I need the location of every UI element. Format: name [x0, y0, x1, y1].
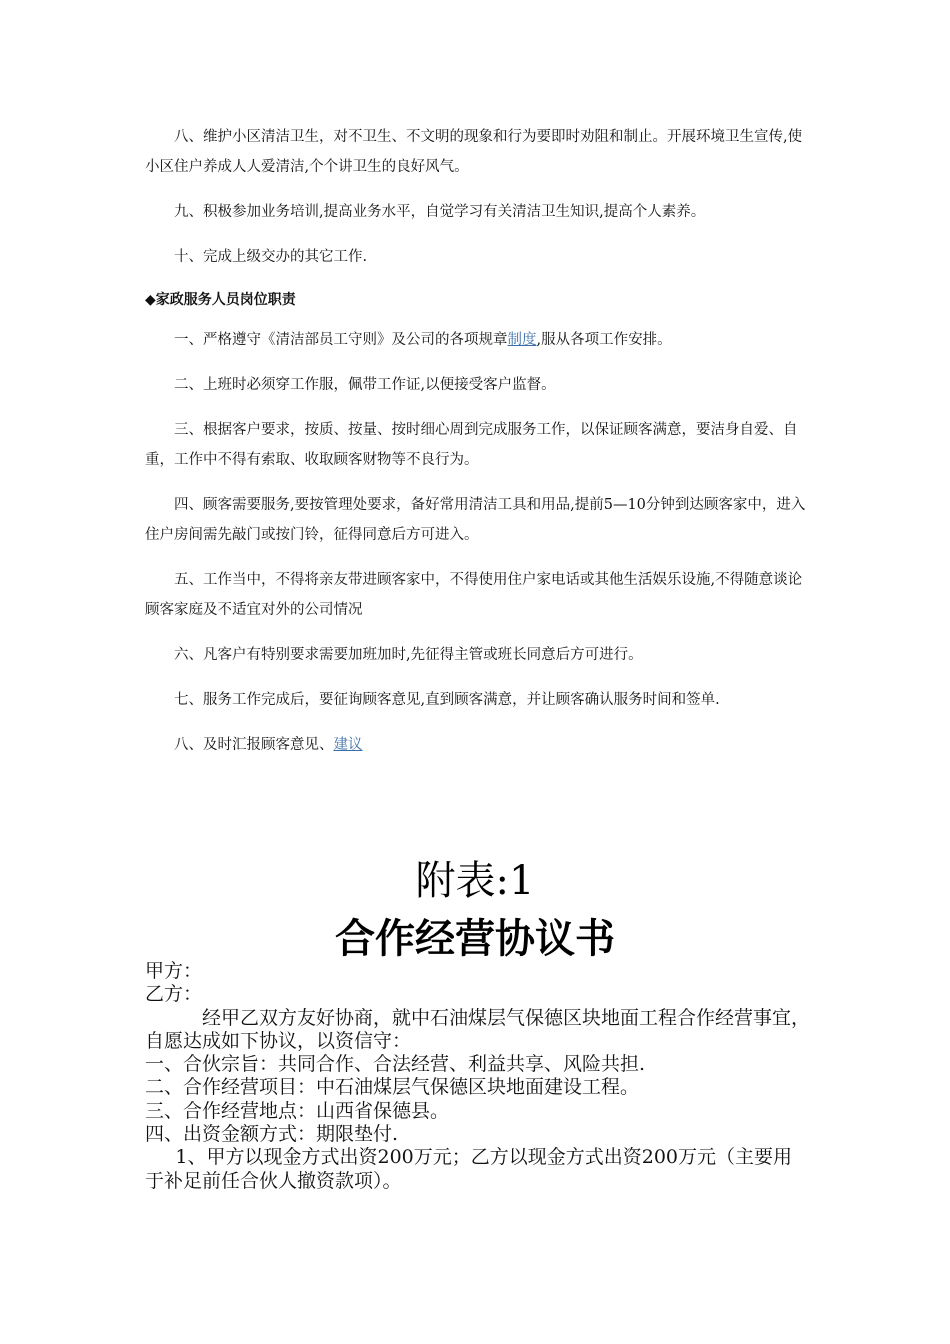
housekeeping-item-3: 三、根据客户要求，按质、按量、按时细心周到完成服务工作，以保证顾客满意，要洁身自爱、自重，工作中不得有索取、收取顾客财物等不良行为。 [145, 422, 798, 468]
housekeeping-item-7: 七、服务工作完成后，要征询顾客意见,直到顾客满意，并让顾客确认服务时间和签单. [174, 692, 720, 708]
housekeeping-item-1-text: 一、严格遵守《清洁部员工守则》及公司的各项规章 [174, 332, 508, 348]
party-a-line: 甲方： [145, 960, 203, 982]
section-heading-housekeeping: ◆家政服务人员岗位职责 [145, 292, 296, 308]
housekeeping-item-1-tail: ,服从各项工作安排。 [536, 332, 672, 348]
clause-4-1: 1、甲方以现金方式出资200万元；乙方以现金方式出资200万元（主要用于补足前任合伙人撤资款项）。 [145, 1146, 793, 1192]
housekeeping-item-6: 六、凡客户有特别要求需要加班加时,先征得主管或班长同意后方可进行。 [174, 647, 643, 663]
agreement-title: 合作经营协议书 [335, 915, 615, 962]
clause-4: 四、出资金额方式：期限垫付. [145, 1123, 399, 1146]
clause-3: 三、合作经营地点：山西省保德县。 [145, 1099, 450, 1122]
housekeeping-item-2: 二、上班时必须穿工作服，佩带工作证,以便接受客户监督。 [174, 377, 556, 393]
housekeeping-item-8 [145, 730, 815, 760]
link-suggestions[interactable]: 建议 [333, 737, 363, 753]
duty-item-10: 十、完成上级交办的其它工作. [174, 249, 368, 265]
agreement-intro: 经甲乙双方友好协商，就中石油煤层气保德区块地面工程合作经营事宜，自愿达成如下协议，以资信守： [145, 1006, 811, 1052]
housekeeping-item-4: 四、顾客需要服务,要按管理处要求，备好常用清洁工具和用品,提前5—10分钟到达顾客家中，进入住户房间需先敲门或按门铃，征得同意后方可进入。 [145, 497, 806, 543]
housekeeping-item-8-text: 八、及时汇报顾客意见、 [174, 737, 334, 753]
clause-2: 二、合作经营项目：中石油煤层气保德区块地面建设工程。 [145, 1076, 640, 1099]
agreement-body [145, 960, 810, 1193]
appendix-title: 附表:1 [415, 858, 535, 904]
clause-1: 一、合伙宗旨：共同合作、合法经营、利益共享、风险共担. [145, 1053, 646, 1076]
link-regulations[interactable]: 制度 [507, 332, 537, 348]
duty-item-9: 九、积极参加业务培训,提高业务水平，自觉学习有关清洁卫生知识,提高个人素养。 [174, 204, 706, 220]
party-b-line: 乙方： [145, 983, 203, 1006]
title-block [145, 852, 805, 968]
housekeeping-item-1 [145, 325, 815, 355]
duties-section [145, 122, 815, 775]
housekeeping-item-5: 五、工作当中，不得将亲友带进顾客家中，不得使用住户家电话或其他生活娱乐设施,不得随意谈论顾客家庭及不适宜对外的公司情况 [145, 572, 803, 618]
duty-item-8: 八、维护小区清洁卫生，对不卫生、不文明的现象和行为要即时劝阻和制止。开展环境卫生宣传,使小区住户养成人人爱清洁,个个讲卫生的良好风气。 [145, 129, 803, 175]
